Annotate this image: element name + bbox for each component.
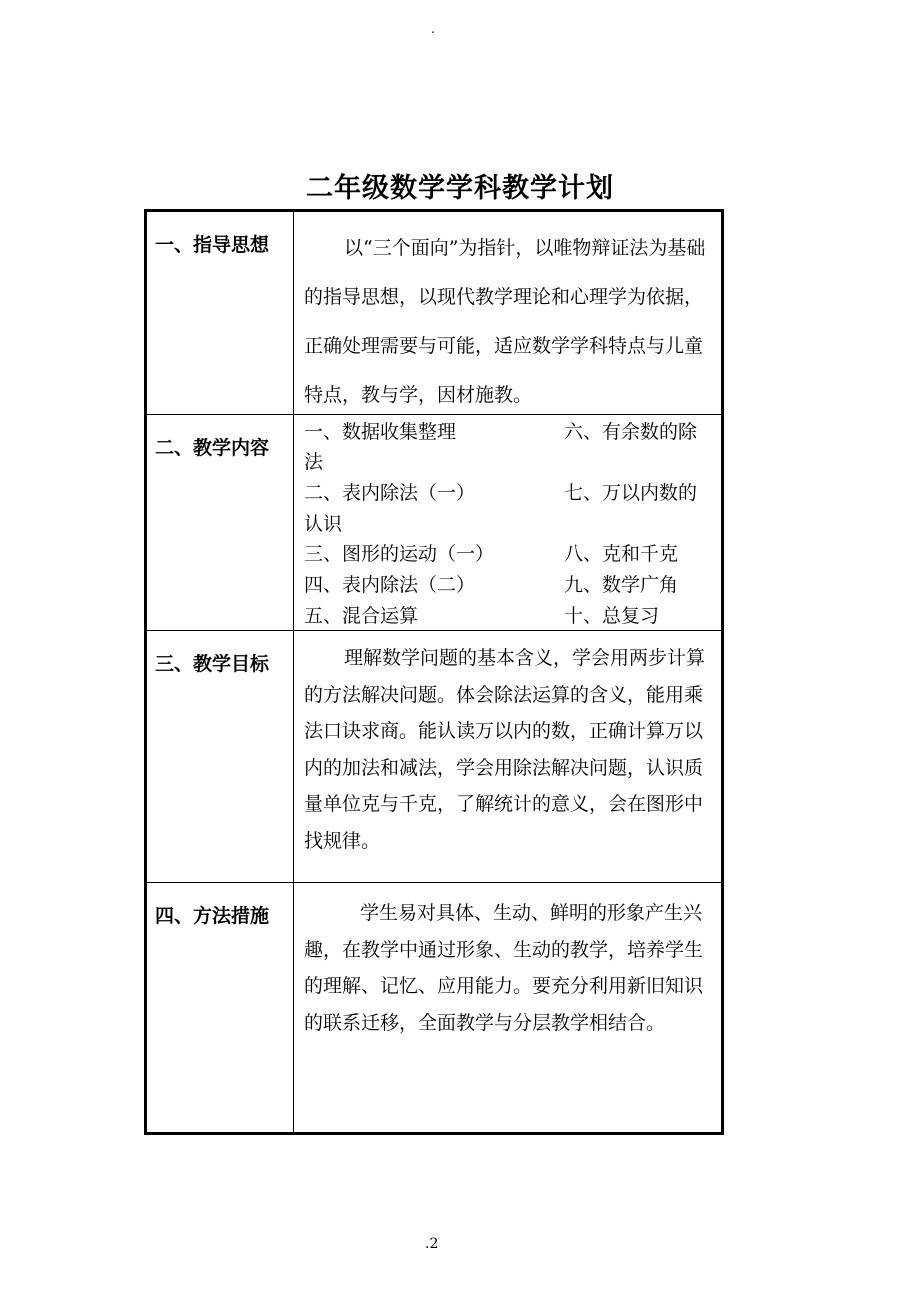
methods-measures-text: 学生易对具体、生动、鲜明的形象产生兴趣，在教学中通过形象、生动的教学，培养学生的理解、记忆、应用能力。要充分利用新旧知识的联系迁移，全面教学与分层教学相结合。 xyxy=(304,902,704,1034)
label-cell xyxy=(147,631,294,882)
content-cell xyxy=(294,631,721,882)
teaching-objectives-text: 理解数学问题的基本含义，学会用两步计算的方法解决问题。体会除法运算的含义，能用乘法口诀求商。能认读万以内的数，正确计算万以内的加法和减法，学会用除法解决问题，认识质量单位克与千克，了解统计的意义，会在图形中找规律。 xyxy=(304,647,706,852)
topic-item: 九、数学广角 xyxy=(564,574,679,596)
section-label-methods-measures: 四、方法措施 xyxy=(155,905,270,927)
row-methods-measures xyxy=(147,883,721,1132)
row-teaching-content xyxy=(147,415,721,631)
topic-item: 四、表内除法（二） xyxy=(304,574,476,596)
topic-item: 六、有余数的除 xyxy=(564,421,698,443)
topic-item: 十、总复习 xyxy=(564,605,660,627)
topic-item: 七、万以内数的 xyxy=(564,482,698,504)
topic-item: 八、克和千克 xyxy=(564,543,679,565)
topic-item: 一、数据收集整理 xyxy=(304,421,457,443)
row-guiding-ideology xyxy=(147,212,721,415)
topic-item: 认识 xyxy=(304,513,343,535)
page-title: 二年级数学学科教学计划 xyxy=(306,173,614,204)
topic-item: 法 xyxy=(304,451,324,473)
topic-item: 三、图形的运动（一） xyxy=(304,543,495,565)
page-top-mark: . xyxy=(431,22,435,36)
label-cell xyxy=(147,212,294,414)
plan-table xyxy=(144,209,724,1135)
page-number: .2 xyxy=(425,1236,439,1252)
label-cell xyxy=(147,415,294,630)
topic-item: 二、表内除法（一） xyxy=(304,482,476,504)
row-teaching-objectives xyxy=(147,631,721,883)
topic-item: 五、混合运算 xyxy=(304,605,419,627)
section-label-guiding-ideology: 一、指导思想 xyxy=(155,234,270,256)
section-label-teaching-objectives: 三、教学目标 xyxy=(155,653,270,675)
content-cell xyxy=(294,883,721,1132)
guiding-ideology-text: 以“三个面向”为指针，以唯物辩证法为基础的指导思想，以现代教学理论和心理学为依据，正确处理需要与可能，适应数学学科特点与儿童特点，教与学，因材施教。 xyxy=(304,237,706,406)
content-cell xyxy=(294,415,721,630)
label-cell xyxy=(147,883,294,1132)
section-label-teaching-content: 二、教学内容 xyxy=(155,437,270,459)
content-cell xyxy=(294,212,721,414)
